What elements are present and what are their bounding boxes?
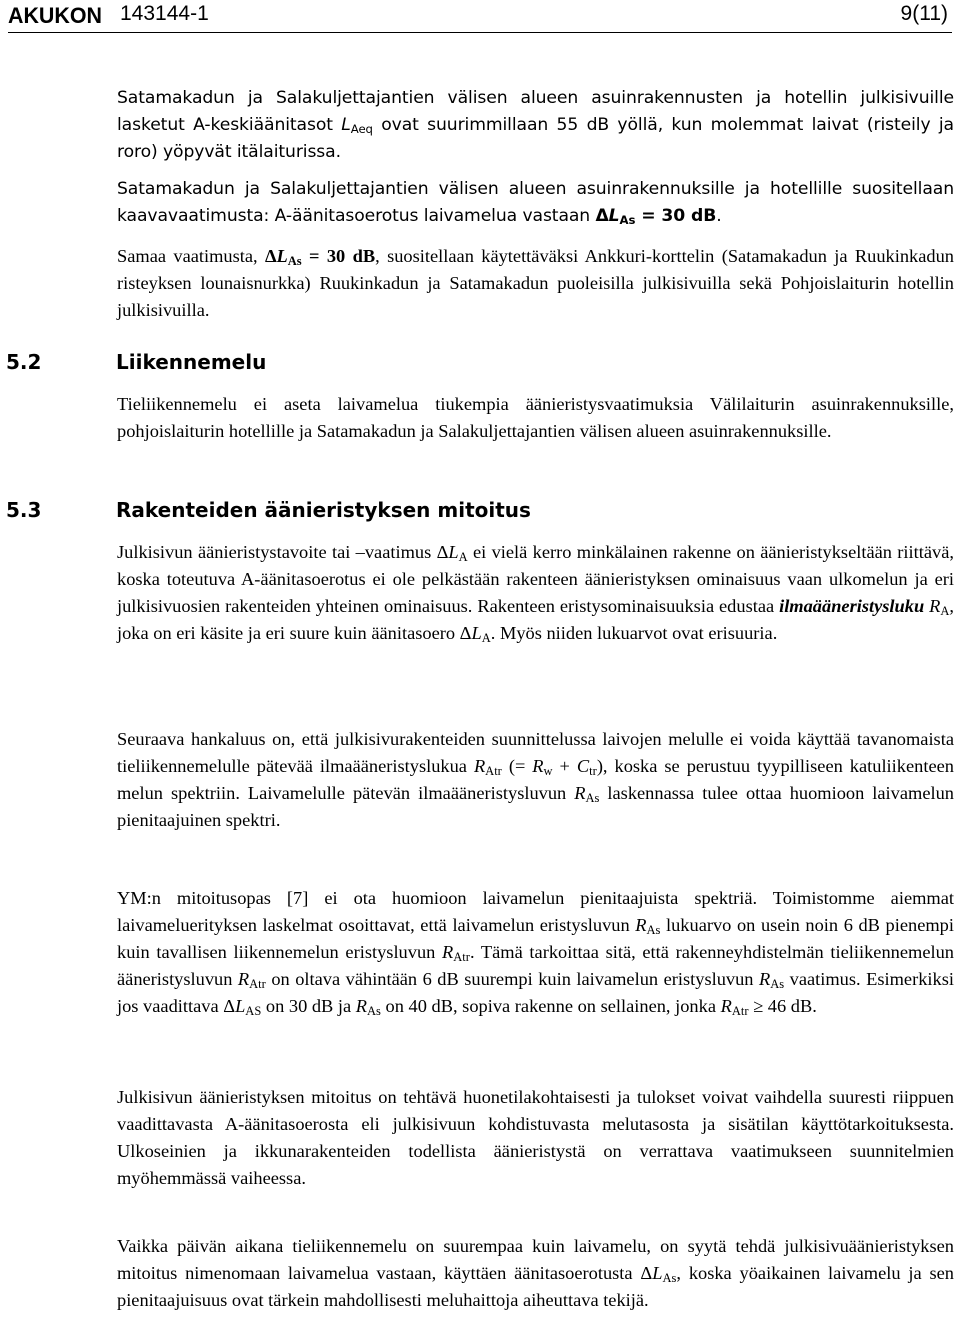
paragraph-room-specific: Julkisivun äänieristyksen mitoitus on tehtävä huonetilakohtaisesti ja tulokset voivat vaihdella suuresti riippuen vaadittavasta A-äänitasoerosta eli julkisivuun kohdistuvasta melutasosta ja sisätilan käyttötarkoituksesta. Ulkoseinien ja ikkunarakenteiden todellista äänieristystä on verrattava vaatimukseen suunnitelmien myöhemmässä vaiheessa. — [117, 1087, 954, 1188]
header-divider — [8, 32, 952, 33]
svg-text:AKUKON: AKUKON — [8, 3, 102, 28]
paragraph-road-traffic: Tieliikennemelu ei aseta laivamelua tiukempia äänieristysvaatimuksia Välilaiturin asuinrakennuksille, pohjoislaiturin hotellille ja Satamakadun ja Salakuljettajantien välisen alueen asuinrakennuksille. — [117, 394, 954, 441]
page-header — [0, 0, 960, 40]
akukon-logo — [8, 2, 104, 28]
paragraph-recommendation: Satamakadun ja Salakuljettajantien välisen alueen asuinrakennuksille ja hotellille suositellaan kaavavaatimusta: A-äänitasoerotus laivamelua vastaan $\Delta L_{As} = 30$ dB. — [117, 179, 954, 227]
page-number: 9(11) — [900, 2, 948, 25]
section-heading-5-3: 5.3 Rakenteiden äänieristyksen mitoitus — [6, 498, 531, 522]
section-heading-5-2: 5.2 Liikennemelu — [6, 350, 267, 374]
paragraph-design-guide: YM:n mitoitusopas [7] ei ota huomioon laivamelun pienitaajuista spektriä. Toimistomme aiemmat laivameluerityksen laskelmat osoittavat, että laivamelun eristysluvun $R_{As}$ lukuarvo on usein noin 6 dB pienempi kuin tavallisen liikennemelun eristysluvun $R_{Atr}$. Tämä tarkoittaa sitä, että rakenneyhdistelmän tieliikennemelun ääneristysluvun $R_{Atr}$ on oltava vähintään 6 dB suurempi kuin laivamelun eristysluvun $R_{As}$ vaatimus. Esimerkiksi jos vaadittava $\Delta L_{AS}$ on 30 dB ja $R_{As}$ on 40 dB, sopiva rakenne on sellainen, jonka $R_{Atr} \ge 46$ dB. — [117, 888, 954, 1019]
paragraph-daytime-traffic: Vaikka päivän aikana tieliikennemelu on suurempaa kuin laivamelu, on syytä tehdä julkisivuäänieristyksen mitoitus nimenomaan laivamelua vastaan, käyttäen äänitasoerotusta $\Delta L_{As}$, koska yöaikainen laivamelu ja sen pienitaajuisuus ovat tärkein mahdollisesti meluhaittoja aiheuttava tekijä. — [117, 1236, 955, 1310]
paragraph-ankkuri: Samaa vaatimusta, $\Delta L_{As} = 30$ dB, suositellaan käytettäväksi Ankkuri-korttelin (Satamakadun ja Ruukinkadun risteyksen lounaisnurkka) Ruukinkadun ja Satamakadun puoleisilla julkisivuilla sekä Pohjoislaiturin hotellin julkisivuilla. — [117, 246, 954, 320]
paragraph-insulation-target: Julkisivun äänieristystavoite tai –vaatimus $\Delta L_A$ ei vielä kerro minkälainen rakenne on äänieristykseltään riittävä, koska toteutuva A-äänitasoerotus ei ole pelkästään rakenteen äänieristyksen ominaisuus vaan ulkomelun ja eri julkisivuosien rakenteiden yhteinen ominaisuus. Rakenteen eristysominaisuuksia edustaa ilmaääneristysluku $R_A$, joka on eri käsite ja eri suure kuin äänitasoero $\Delta L_A$. Myös niiden lukuarvot ovat erisuuria. — [117, 542, 954, 646]
paragraph-noise-levels: Satamakadun ja Salakuljettajantien välisen alueen asuinrakennusten ja hotellin julkisivuille lasketut A-keskiäänitasot $L_{Aeq}$ ovat suurimmillaan 55 dB yöllä, kun molemmat laivat (risteily ja roro) yöpyvät itälaiturissa. — [117, 88, 954, 162]
paragraph-ship-noise-spectrum: Seuraava hankaluus on, että julkisivurakenteiden suunnittelussa laivojen melulle ei voida käyttää tavanomaista tieliikennemelulle pätevää ilmaääneristyslukua $R_{Atr}$ (= $R_w + C_{tr}$), koska se perustuu tyypilliseen katuliikenteen melun spektriin. Laivamelulle pätevän ilmaääneristysluvun $R_{As}$ laskennassa tulee ottaa huomioon laivamelun pienitaajuinen spektri. — [117, 729, 954, 830]
document-number: 143144-1 — [120, 2, 209, 25]
